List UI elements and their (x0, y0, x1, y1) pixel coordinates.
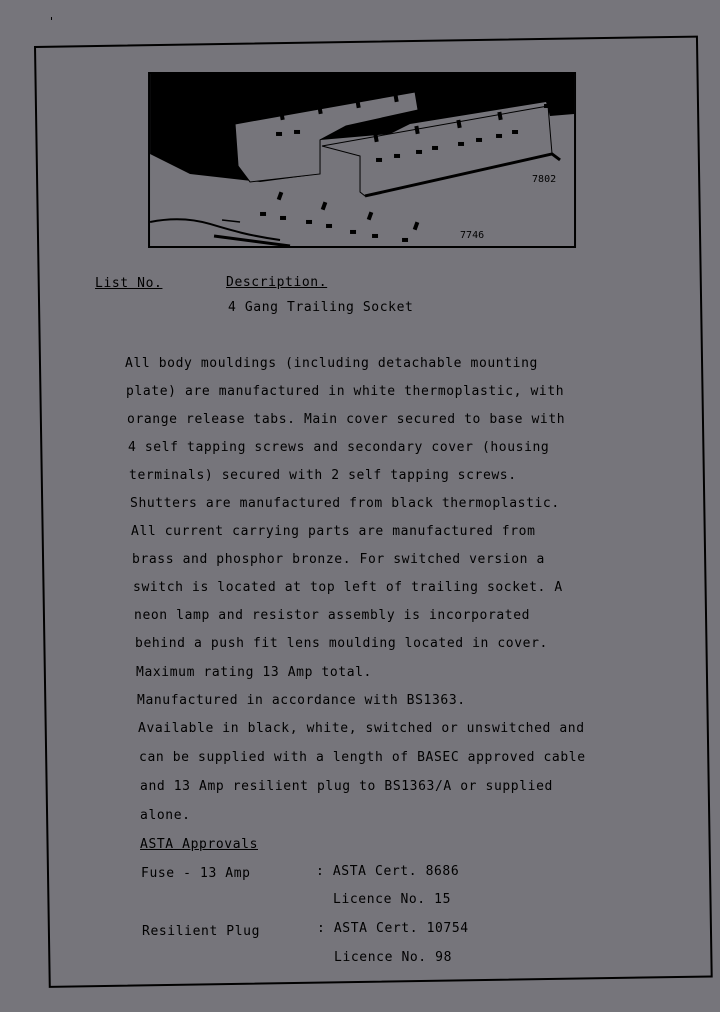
photo-caption-7746: 7746 (460, 229, 485, 241)
photo-caption-7802: 7802 (532, 173, 557, 185)
description-line: neon lamp and resistor assembly is incorporated (134, 607, 531, 623)
approval-cert: : ASTA Cert. 8686 (316, 863, 460, 879)
description-line: 4 self tapping screws and secondary cover (housing (128, 439, 550, 455)
product-name: 4 Gang Trailing Socket (228, 299, 414, 315)
description-line: Shutters are manufactured from black thermoplastic. (130, 495, 560, 511)
availability-line: can be supplied with a length of BASEC approved cable (139, 749, 586, 765)
availability-line: alone. (140, 807, 191, 823)
approval-cert: : ASTA Cert. 10754 (317, 920, 469, 936)
description-line: brass and phosphor bronze. For switched version a (132, 551, 545, 567)
description-line: plate) are manufactured in white thermoplastic, with (126, 383, 565, 399)
availability-line: Available in black, white, switched or unswitched and (138, 720, 585, 736)
approval-licence: Licence No. 15 (333, 891, 452, 907)
description-line: All body mouldings (including detachable mounting (125, 355, 538, 371)
scan-speck (51, 17, 52, 20)
approval-item: Resilient Plug (142, 923, 261, 939)
description-line: behind a push fit lens moulding located in cover. (135, 635, 548, 651)
description-line: All current carrying parts are manufactured from (131, 523, 536, 539)
standard-text: Manufactured in accordance with BS1363. (137, 692, 466, 708)
rating-text: Maximum rating 13 Amp total. (136, 664, 372, 680)
document-page-border (34, 36, 713, 988)
approval-item: Fuse - 13 Amp (141, 865, 251, 881)
description-line: switch is located at top left of trailing socket. A (133, 579, 563, 595)
product-photo (148, 72, 576, 248)
trailing-socket-photo-icon (150, 74, 574, 246)
availability-line: and 13 Amp resilient plug to BS1363/A or supplied (140, 778, 553, 794)
description-line: orange release tabs. Main cover secured to base with (127, 411, 566, 427)
approvals-heading: ASTA Approvals (140, 836, 259, 852)
description-line: terminals) secured with 2 self tapping screws. (129, 467, 517, 483)
list-no-label: List No. (95, 275, 163, 291)
description-label: Description. (226, 274, 328, 290)
approval-licence: Licence No. 98 (334, 949, 453, 965)
